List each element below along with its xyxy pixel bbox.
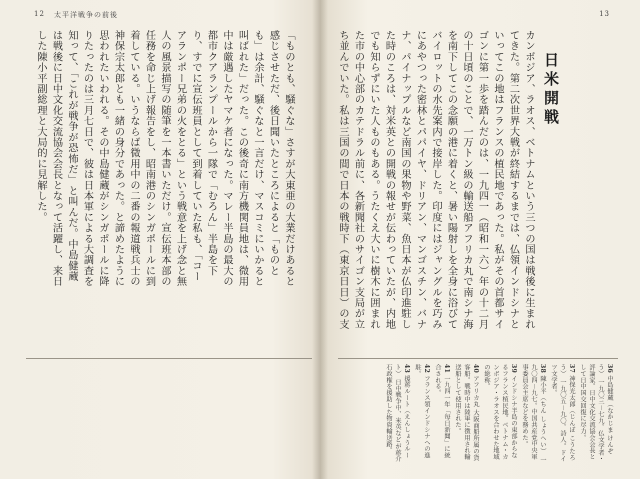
footnote-text: インドシナ半島の東部からなるフランス植民地。ベトナム・カンボジア・ラオスを合わせた地域の総称。 — [483, 364, 517, 460]
footnote-text: アフリカ丸 大阪商船所属の貨客船。戦時中は陸軍に徴用され輸送船として使用された。 — [454, 364, 479, 461]
footnote-item — [549, 364, 576, 464]
footnote-item — [384, 364, 411, 464]
footnote-text: フランス領インドシナへの進駐。 — [414, 364, 430, 459]
right-body-text-top — [562, 30, 622, 330]
footnote-item — [482, 364, 518, 464]
footnote-item — [413, 364, 431, 464]
footnote-number: 36 — [606, 364, 613, 376]
right-page-number: 13 — [599, 10, 610, 18]
right-body-paragraph: カンボジア、ラオス、ベトナムという三つの国は戦後に生まれてきた。第二次世界大戦が終結するまでは、仏領インドシナといってこの地はフランスの植民地であった。私がその首都サイゴンに第一歩を踏んだのは、一九四一（昭和一六）年の十二月の十日頃のことで、一万トン級の輸送船アフリカ丸で南シナ海を南下してこの念願の港に着くと、暑い陽射しを全身に浴びてバイロットの水先案内で接岸した。印度にはジャングルを巧みにあやつった密林とパパイヤ、ドリアン、マンゴスチン、バナナ、パイナップルなど南国の果物や野菜、魚日本が仏印進駐した時のころは、対米英との開戦の報せが伝わっていたが、内地でも知らずにいた人ものもある。うたくえ大いに樹木に囲まれた市の中心部のカテドラル前に、各新聞社のサイゴン支局が立ち並んでいた。私は三国の間で日本の戦時下（東京日日）の支 — [337, 30, 534, 330]
left-page-number: 12 — [34, 10, 45, 18]
footnotes — [44, 364, 614, 464]
footnote-number: 37 — [568, 364, 575, 376]
section-heading: 日米開戦 — [542, 52, 560, 128]
footnote-number: 41 — [443, 364, 450, 376]
footnote-number: 42 — [423, 364, 430, 376]
footnote-item — [520, 364, 547, 464]
left-running-title: 太平洋戦争の前後 — [54, 11, 118, 19]
right-body-text — [334, 30, 536, 340]
footnote-number: 40 — [472, 364, 479, 376]
footnote-text: 一九四一年「毎日新聞」に統合される。 — [434, 364, 450, 459]
footnote-number: 39 — [510, 364, 517, 376]
footnote-text: 中島健蔵（なかじま けんぞう） 一九〇三－七九。仏文学者・評論家。日中文化交流協会会長として日中国交回復に尽力。 — [579, 364, 613, 463]
footnote-number: 43 — [403, 364, 410, 376]
footnote-text: 陳小平（ちん しょうへい） 一九〇四－九七。中国共産党中央軍事委員会主席などを務めた。 — [521, 364, 546, 463]
book-gutter — [312, 0, 328, 479]
footnote-item — [453, 364, 480, 464]
footnote-item — [578, 364, 614, 464]
left-body-text — [26, 30, 296, 290]
footnote-text: 神保光太郎（じんぼ こうたろう） 一九〇五－九〇。詩人。ドイツ文学者。 — [550, 364, 575, 463]
footnote-item — [433, 364, 451, 464]
left-footnote-divider — [26, 358, 312, 359]
left-body-paragraph: 「ものとも、騒ぐな」さすが大東亜の大業だけあると感じさせただ、後日聞いたところによると「ものとも」は余計、騒ぐなと一言だけ、マスコミにいかると叫ばれた」だった。この後奇に南方機関員地は、微用中は厳遇したヤマケ者になった。マレー半島の最大の都市クアランプールから一隊で「むろん」半島を下り、すでに宣伝班員として到着していた私も、「コーアランポー兄弟の火をとる」という戦意を上げ念と無人の風景描写の随筆を一本書いただけ。宣伝班本部の任務を命じ上げ報告をし、昭南港のシンガポールに到着している。いうならば微用中の二番の報道戦兵士の神保宗太郎とも一緒の身分であった。と諦めたように思われたいわれる。その中島健蔵がシンガポールに降りたったのは三月七日で、彼は日本軍による大調査を知って、「これが戦争が恐怖だ」と叫んだ。中島健蔵は戦後に日中文化交流協会会長となって活躍し、来日した陳小平副総理と大局的に見解した。 — [35, 30, 294, 287]
footnote-text: 援蒋ルート（えんしょうルート） 日中戦争中、米英などが蒋介石政権を援助した物資輸送路。 — [385, 364, 410, 463]
footnote-number: 38 — [539, 364, 546, 376]
footnote-divider — [338, 358, 618, 359]
